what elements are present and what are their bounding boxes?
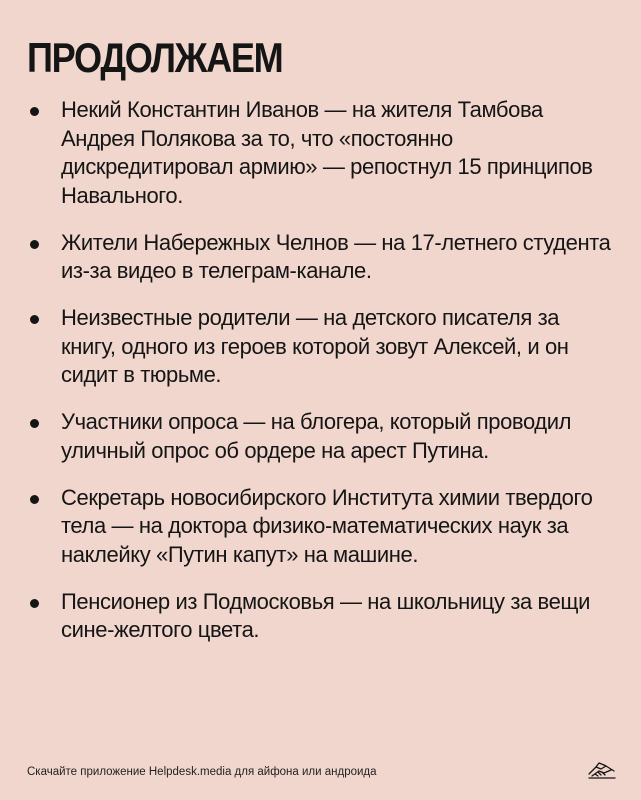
page-title: ПРОДОЛЖАЕМ [27,34,283,81]
bullet-icon [30,107,39,116]
handshake-icon [587,757,617,781]
list-item [27,484,617,570]
list-item-text: Участники опроса — на блогера, который проводил уличный опрос об ордере на арест Путина. [61,409,572,463]
bullet-icon [30,599,39,608]
bullet-icon [30,240,39,249]
list-item-text: Пенсионер из Подмосковья — на школьницу за вещи сине-желтого цвета. [61,588,591,642]
bullet-icon [30,315,39,324]
list-item-text: Жители Набережных Челнов — на 17-летнего студента из-за видео в телеграм-канале. [61,229,611,283]
list-item [27,588,617,645]
list-item [27,304,617,390]
list-item [27,408,617,465]
list-item-text: Некий Константин Иванов — на жителя Тамбова Андрея Полякова за то, что «постоянно дискредитировал армию» — репостнул 15 принципов Навального. [61,97,593,208]
denunciations-list [27,96,617,663]
footer-text: Скачайте приложение Helpdesk.media для айфона или андроида [27,766,377,778]
bullet-icon [30,495,39,504]
list-item-text: Неизвестные родители — на детского писателя за книгу, одного из героев которой зовут Алексей, и он сидит в тюрьме. [61,305,569,387]
list-item [27,229,617,286]
bullet-icon [30,419,39,428]
list-item [27,96,617,210]
list-item-text: Секретарь новосибирского Института химии твердого тела — на доктора физико-математических наук за наклейку «Путин капут» на машине. [61,484,593,567]
